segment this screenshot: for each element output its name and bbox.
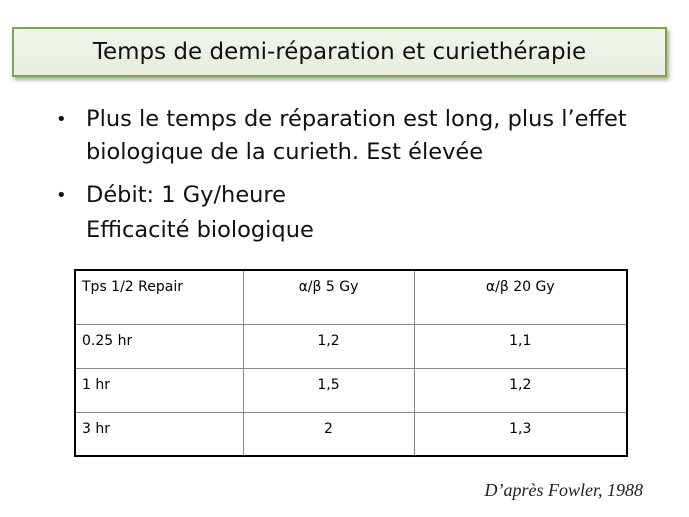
table-header-row [75,270,627,324]
table-header-cell: α/β 20 Gy [414,270,627,324]
title-box [12,27,667,77]
table-row [75,368,627,412]
bullet-icon: • [56,185,67,206]
table-row [75,412,627,456]
slide-title: Temps de demi-réparation et curiethérapie [92,39,587,65]
table-cell: 1 hr [75,368,243,412]
bullet-list [56,103,666,247]
table-cell: 0.25 hr [75,324,243,368]
bullet-text: Plus le temps de réparation est long, plus l’effet biologique de la curieth. Est élevée [86,106,627,165]
bullet-item [56,179,666,212]
table-cell: 1,2 [243,324,414,368]
bullet-icon: • [56,109,67,130]
bullet-text: Débit: 1 Gy/heure [86,182,287,208]
table-cell: 1,5 [243,368,414,412]
table-cell: 1,1 [414,324,627,368]
source-citation: D’après Fowler, 1988 [484,480,643,500]
table-header-cell: Tps 1/2 Repair [75,270,243,324]
sub-line: Efficacité biologique [86,217,314,243]
table-cell: 1,2 [414,368,627,412]
bullet-item [56,103,666,169]
table-cell: 3 hr [75,412,243,456]
table-header-cell: α/β 5 Gy [243,270,414,324]
data-table [74,269,628,457]
table-cell: 1,3 [414,412,627,456]
table-cell: 2 [243,412,414,456]
table-row [75,324,627,368]
